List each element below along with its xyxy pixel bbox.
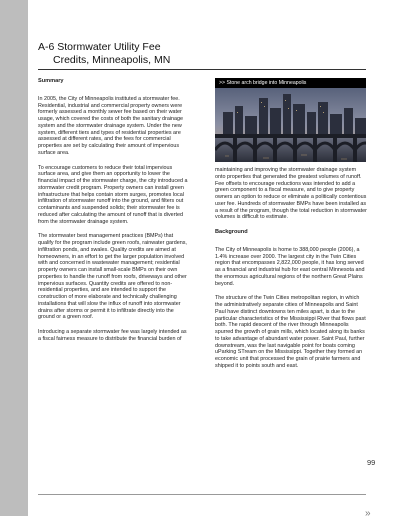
left-column	[38, 78, 188, 351]
title-line-2: Credits, Minneapolis, MN	[53, 54, 171, 66]
summary-paragraph-2: To encourage customers to reduce their total impervious surface area, and give them an opportunity to lower the financial impact of the stormwater charge, the city introduced a stormwater credit program. Property owners can install green infrastructure that helps contain storm surges, promotes local infiltration of stormwater runoff into the ground, and filters out contaminants and suspended solids; their stormwater fee is reduced after calculating the amount of runoff that is diverted from the stormwater drainage system.	[38, 164, 188, 225]
photo-image	[215, 78, 366, 162]
stone-arch-bridge-photo	[215, 78, 366, 162]
background-paragraph-1: The City of Minneapolis is home to 388,000 people (2006), a 1.4% increase over 2000. The largest city in the Twin Cities region that encompasses 2,822,000 people, it has long served as a financial and industrial hub for east central Minnesota and the enormous agricultural regions of the northern Great Plains beyond.	[215, 246, 365, 287]
right-column	[215, 167, 367, 378]
page-title	[38, 41, 170, 67]
photo-caption: >> Stone arch bridge into Minneapolis	[215, 78, 366, 88]
summary-paragraph-4: Introducing a separate stormwater fee was largely intended as a fiscal fairness measure to distribute the financial burden of	[38, 329, 187, 342]
footer-divider	[38, 494, 366, 495]
title-line-1: A-6 Stormwater Utility Fee	[38, 41, 161, 53]
page-sidebar-band	[0, 0, 28, 516]
page-number: 99	[367, 458, 376, 467]
summary-paragraph-1: In 2005, the City of Minneapolis instituted a stormwater fee. Residential, industrial and commercial property owners were formerly assessed a monthly sewer fee based on their water usage, which covered the costs of both the sanitary drainage system and the stormwater drainage system. Under the new system, different tiers and types of residential properties are assessed at different rates, and the fees for commercial properties are set by calculating their amount of impervious surface area.	[38, 95, 184, 156]
background-paragraph-2: The structure of the Twin Cities metropolitan region, in which the administratively separate cities of Minneapolis and Saint Paul have distinct downtowns ten miles apart, is due to the particular characteristics of the Mississippi River that flows past both. The rapid descent of the river through Minneapolis spurred the growth of grain mills, which located along its banks to take advantage of abundant water power. Saint Paul, further downstream, was the last navigable point for boats coming uParking STream on the Mississippi. Together they formed an economic unit that processed the grain of prairie farmers and shipped it to points south and east.	[215, 295, 366, 369]
summary-heading: Summary	[38, 78, 64, 84]
next-page-icon[interactable]: »	[365, 508, 371, 519]
summary-paragraph-3: The stormwater best management practices (BMPs) that qualify for the program include green roofs, rainwater gardens, infiltration ponds, and swales. Quality credits are aimed at homeowners, in an effort to get the larger population involved with and concerned in wastewater management; residential property owners can install small-scale BMPs on their own properties to handle the runoff from roofs, driveways and other impervious surfaces. Quantity credits are offered to non-residential properties, and are intended to support the construction of more elaborate and technically challenging installations that will slow the influx of runoff into stormwater drains after storms or permit it to infiltrate directly into the ground or a green roof.	[38, 233, 187, 321]
continued-paragraph: maintaining and improving the stormwater drainage system onto properties that generated the greatest volumes of runoff. Fee offsets to encourage reductions was intended to add a green component to a fiscal measure, and to give property owners an option to reduce or eliminate a politically contentious user fee. Hundreds of stormwater BMPs have been installed as a result of the program, though the total reduction in stormwater volumes is difficult to estimate.	[215, 167, 367, 221]
background-heading: Background	[215, 229, 248, 235]
title-divider	[38, 69, 366, 70]
